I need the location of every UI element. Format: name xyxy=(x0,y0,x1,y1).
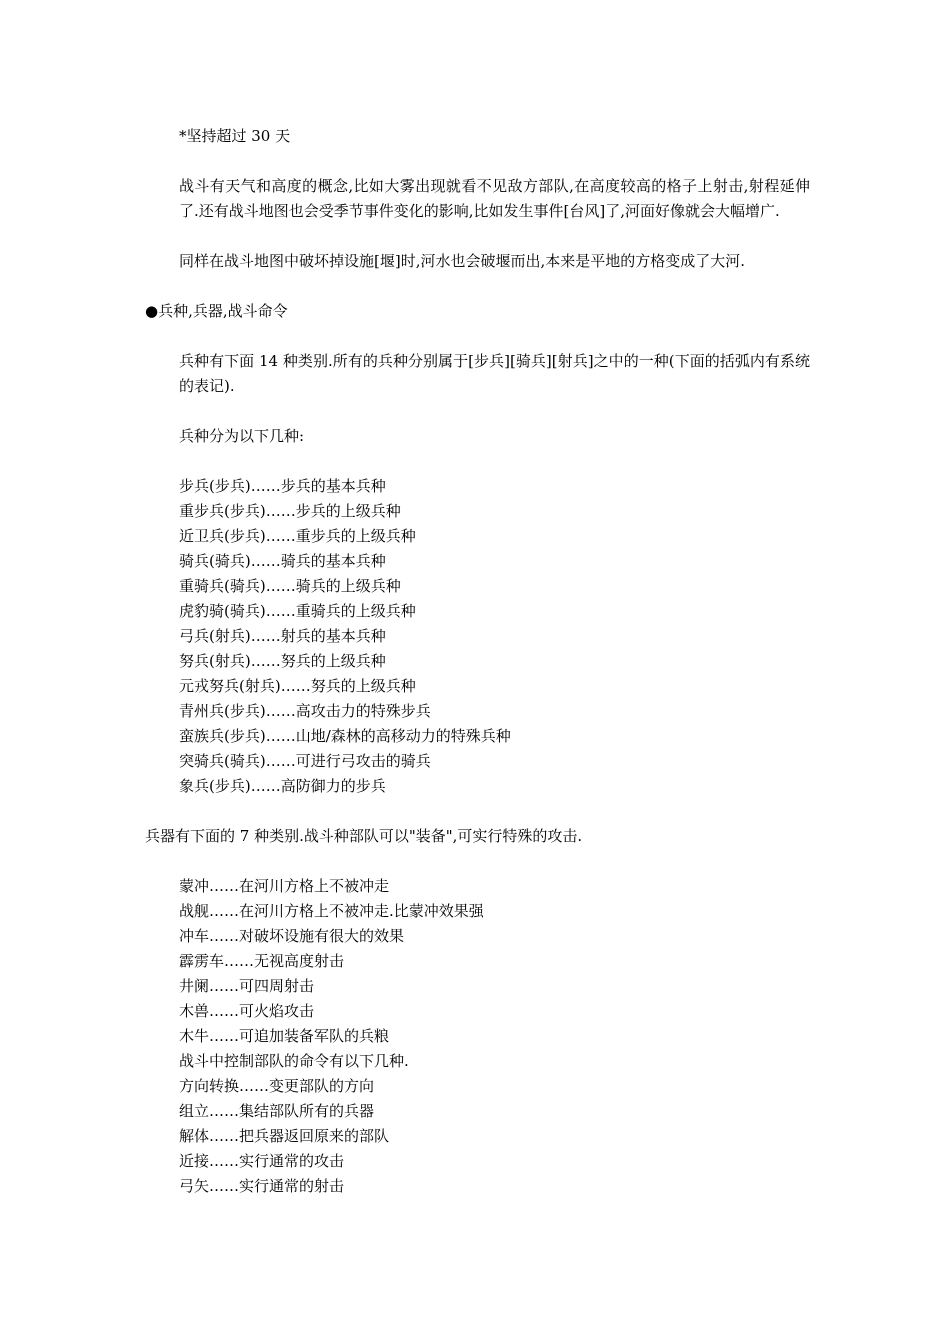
list-item: 象兵(步兵)……高防御力的步兵 xyxy=(179,777,386,795)
paragraph-duration: *坚持超过 30 天 xyxy=(179,127,291,145)
list-item: 近接……实行通常的攻击 xyxy=(179,1152,345,1170)
list-item: 方向转换……变更部队的方向 xyxy=(179,1077,375,1095)
paragraph-unit-categories: 兵种有下面 14 种类别.所有的兵种分别属于[步兵][骑兵][射兵]之中的一种(下面的括弧内有系统的表记). xyxy=(179,352,810,395)
list-item: 井阑……可四周射击 xyxy=(179,977,315,995)
list-item: 弓兵(射兵)……射兵的基本兵种 xyxy=(179,627,386,645)
list-item: 组立……集结部队所有的兵器 xyxy=(179,1102,375,1120)
list-item: 青州兵(步兵)……高攻击力的特殊步兵 xyxy=(179,702,431,720)
list-item: 战斗中控制部队的命令有以下几种. xyxy=(179,1052,409,1070)
list-item: 蒙冲……在河川方格上不被冲走 xyxy=(179,877,390,895)
list-item: 骑兵(骑兵)……骑兵的基本兵种 xyxy=(179,552,386,570)
paragraph-weapons-intro: 兵器有下面的 7 种类别.战斗种部队可以"装备",可实行特殊的攻击. xyxy=(145,827,583,845)
list-item: 霹雳车……无视高度射击 xyxy=(179,952,345,970)
list-item: 蛮族兵(步兵)……山地/森林的高移动力的特殊兵种 xyxy=(179,727,511,745)
list-item: 木兽……可火焰攻击 xyxy=(179,1002,315,1020)
document-page xyxy=(145,124,810,1199)
unit-type-list xyxy=(145,474,810,799)
list-item: 重步兵(步兵)……步兵的上级兵种 xyxy=(179,502,401,520)
list-item: 虎豹骑(骑兵)……重骑兵的上级兵种 xyxy=(179,602,416,620)
paragraph-weather-height: 战斗有天气和高度的概念,比如大雾出现就看不见敌方部队,在高度较高的格子上射击,射程延伸了.还有战斗地图也会受季节事件变化的影响,比如发生事件[台风]了,河面好像就会大幅增广. xyxy=(179,177,810,220)
list-item: 元戎努兵(射兵)……努兵的上级兵种 xyxy=(179,677,416,695)
paragraph-unit-intro: 兵种分为以下几种: xyxy=(179,427,305,445)
list-item: 战舰……在河川方格上不被冲走.比蒙冲效果强 xyxy=(179,902,484,920)
section-heading: ●兵种,兵器,战斗命令 xyxy=(145,302,288,320)
list-item: 木牛……可追加装备军队的兵粮 xyxy=(179,1027,390,1045)
list-item: 步兵(步兵)……步兵的基本兵种 xyxy=(179,477,386,495)
list-item: 重骑兵(骑兵)……骑兵的上级兵种 xyxy=(179,577,401,595)
list-item: 解体……把兵器返回原来的部队 xyxy=(179,1127,390,1145)
list-item: 近卫兵(步兵)……重步兵的上级兵种 xyxy=(179,527,416,545)
list-item: 突骑兵(骑兵)……可进行弓攻击的骑兵 xyxy=(179,752,431,770)
list-item: 努兵(射兵)……努兵的上级兵种 xyxy=(179,652,386,670)
weapon-list xyxy=(145,874,810,1199)
paragraph-dam: 同样在战斗地图中破坏掉设施[堰]时,河水也会破堰而出,本来是平地的方格变成了大河. xyxy=(179,252,746,270)
list-item: 冲车……对破坏设施有很大的效果 xyxy=(179,927,405,945)
list-item: 弓矢……实行通常的射击 xyxy=(179,1177,345,1195)
